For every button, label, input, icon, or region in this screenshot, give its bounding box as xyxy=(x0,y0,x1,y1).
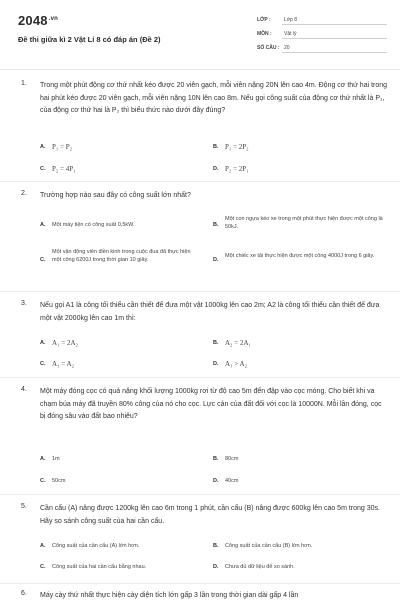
question-count-label: SỐ CÂU : xyxy=(257,45,280,51)
exam-title: Đề thi giữa kì 2 Vật Lí 8 có đáp án (Đề 2) xyxy=(18,35,161,44)
option-letter: A. xyxy=(40,222,46,228)
option-text: A₂ = 2A₁ xyxy=(225,339,251,347)
question-count-underline xyxy=(282,52,387,53)
option-letter: B. xyxy=(213,456,219,462)
subject-underline xyxy=(282,38,387,39)
option-text: Công suất của cần cẩu (A) lớn hơn. xyxy=(52,543,140,549)
option-text: Một chiếc xe tải thực hiện được một công 4000J trong 6 giây. xyxy=(225,253,375,259)
question-number: 4. xyxy=(21,386,27,393)
question-separator xyxy=(0,181,400,182)
option-text: Một vận động viên điền kinh trong cuộc đua đã thực hiện một công 6200J trong thời gian 10 giây. xyxy=(52,249,191,263)
option-text: 1m xyxy=(52,456,60,462)
option-text: 80cm xyxy=(225,456,239,462)
option-letter: D. xyxy=(213,478,219,484)
question-separator xyxy=(0,377,400,378)
option-text: Công suất của hai cần cẩu bằng nhau. xyxy=(52,564,147,570)
question-separator xyxy=(0,494,400,495)
question-text: Máy cày thứ nhất thực hiện cày diện tích lớn gấp 3 lần trong thời gian dài gấp 4 lần xyxy=(40,592,299,599)
option-text: Một máy tiện có công suất 0,5kW. xyxy=(52,222,135,228)
question-count-value: 20 xyxy=(284,45,290,51)
option-letter: D. xyxy=(213,361,219,367)
option-letter: C. xyxy=(40,361,46,367)
option-text: P₂ = 2P₁ xyxy=(225,165,249,173)
option-text: Công suất của cần cẩu (B) lớn hơn. xyxy=(225,543,313,549)
class-value: Lớp 8 xyxy=(284,17,298,23)
option-text: P₁ = 2P₂ xyxy=(225,143,249,151)
page-header xyxy=(0,0,400,70)
question-number: 2. xyxy=(21,190,27,197)
option-letter: A. xyxy=(40,340,46,346)
subject-label: MÔN : xyxy=(257,31,272,37)
question-separator xyxy=(0,583,400,584)
option-letter: C. xyxy=(40,564,46,570)
option-letter: B. xyxy=(213,543,219,549)
option-letter: B. xyxy=(213,144,219,150)
option-text: A₁ = 2A₂ xyxy=(52,339,78,347)
question-text: Trong một phút động cơ thứ nhất kéo được 20 viên gạch, mỗi viên nặng 20N lên cao 4m. Động cơ thứ hai trong hai phút kéo được 20 viên gạch, mỗi viên nặng 10N lên cao 8m. Nếu gọi công suất của động cơ thứ nhất là P₁, của động cơ thứ hai là P₂ thì biểu thức nào dưới đây đúng? xyxy=(40,82,388,114)
question-number: 3. xyxy=(21,300,27,307)
option-text: A₁ = A₂ xyxy=(52,360,75,368)
option-text: P₁ = P₂ xyxy=(52,143,73,151)
option-text: A₁ > A₂ xyxy=(225,360,248,368)
option-letter: C. xyxy=(40,166,46,172)
question-text: Trường hợp nào sau đây có công suất lớn nhất? xyxy=(40,192,191,199)
question-text: Một máy đóng cọc có quả nặng khối lượng 1000kg rơi từ độ cao 5m đến đập vào cọc móng. Cho biết khi va chạm búa máy đã truyền 80% công của nó cho cọc. Lực cản của đất đối với cọc là 10000N. Mỗi lần đóng, cọc bị đóng sâu vào đất bao nhiêu? xyxy=(40,388,382,420)
option-text: 40cm xyxy=(225,478,239,484)
subject-value: Vật lý xyxy=(284,31,297,37)
option-letter: B. xyxy=(213,222,219,228)
question-text: Cần cẩu (A) nâng được 1200kg lên cao 6m trong 1 phút, cần cẩu (B) nâng được 600kg lên cao 5m trong 30s. Hãy so sánh công suất của hai cần cẩu. xyxy=(40,505,380,525)
option-letter: A. xyxy=(40,543,46,549)
site-logo[interactable] xyxy=(18,13,58,28)
option-letter: A. xyxy=(40,456,46,462)
question-number: 6. xyxy=(21,590,27,597)
question-text: Nếu gọi A1 là công tối thiểu cần thiết để đưa một vật 1000kg lên cao 2m; A2 là công tối thiểu cần thiết để đưa một vật 2000kg lên cao 1m thì: xyxy=(40,302,380,322)
option-letter: D. xyxy=(213,564,219,570)
option-letter: D. xyxy=(213,166,219,172)
option-letter: A. xyxy=(40,144,46,150)
option-letter: B. xyxy=(213,340,219,346)
class-label: LỚP : xyxy=(257,17,271,23)
option-text: Chưa đủ dữ liệu để so sánh. xyxy=(225,564,295,570)
header-divider xyxy=(0,69,400,70)
question-number: 1. xyxy=(21,80,27,87)
option-letter: C. xyxy=(40,478,46,484)
option-text: P₂ = 4P₁ xyxy=(52,165,76,173)
option-text: Một con ngựa kéo xe trong một phút thực hiện được một công là 50kJ. xyxy=(225,216,383,230)
option-letter: D. xyxy=(213,257,219,263)
class-underline xyxy=(282,24,387,25)
option-letter: C. xyxy=(40,257,46,263)
question-number: 5. xyxy=(21,503,27,510)
option-text: 50cm xyxy=(52,478,66,484)
logo-suffix: .vn xyxy=(48,16,59,22)
logo-text: 2048 xyxy=(18,13,48,28)
question-separator xyxy=(0,291,400,292)
